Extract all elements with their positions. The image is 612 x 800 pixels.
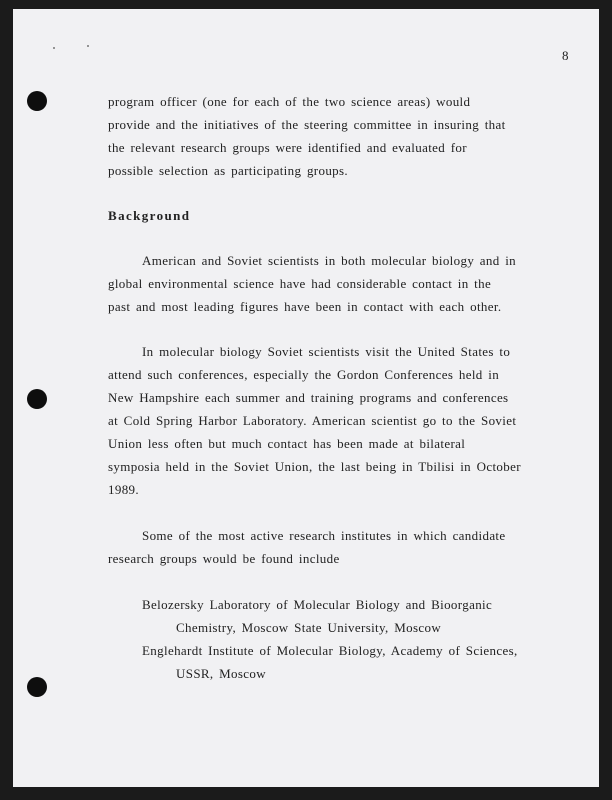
institute-line: Belozersky Laboratory of Molecular Biology and Bioorganic [142, 597, 493, 612]
binder-hole-top [27, 91, 47, 111]
paper-speck [87, 45, 89, 47]
paper-speck [53, 47, 55, 49]
paragraph2-line: at Cold Spring Harbor Laboratory. American scientist go to the Soviet [108, 413, 517, 428]
paragraph2-line: symposia held in the Soviet Union, the last being in Tbilisi in October [108, 459, 521, 474]
paragraph1-line: global environmental science have had considerable contact in the [108, 276, 492, 291]
intro-line: program officer (one for each of the two science areas) would [108, 94, 471, 109]
paragraph2-line: 1989. [108, 482, 139, 497]
intro-line: the relevant research groups were identified and evaluated for [108, 140, 467, 155]
intro-line: provide and the initiatives of the steering committee in insuring that [108, 117, 506, 132]
paragraph2-line: Union less often but much contact has been made at bilateral [108, 436, 466, 451]
paragraph3-line: research groups would be found include [108, 551, 340, 566]
paragraph1-line: past and most leading figures have been in contact with each other. [108, 299, 502, 314]
binder-hole-middle [27, 389, 47, 409]
binder-hole-bottom [27, 677, 47, 697]
paragraph1-line: American and Soviet scientists in both molecular biology and in [142, 253, 517, 268]
institute-line-continued: Chemistry, Moscow State University, Moscow [176, 620, 442, 635]
intro-line: possible selection as participating groups. [108, 163, 349, 178]
paragraph2-line: attend such conferences, especially the Gordon Conferences held in [108, 367, 500, 382]
institute-line-continued: USSR, Moscow [176, 666, 266, 681]
document-page [13, 9, 599, 787]
paragraph2-line: In molecular biology Soviet scientists visit the United States to [142, 344, 511, 359]
institute-line: Englehardt Institute of Molecular Biology, Academy of Sciences, [142, 643, 518, 658]
page-number: 8 [562, 48, 569, 63]
paragraph3-line: Some of the most active research institutes in which candidate [142, 528, 506, 543]
section-heading: Background [108, 208, 191, 223]
paragraph2-line: New Hampshire each summer and training programs and conferences [108, 390, 509, 405]
